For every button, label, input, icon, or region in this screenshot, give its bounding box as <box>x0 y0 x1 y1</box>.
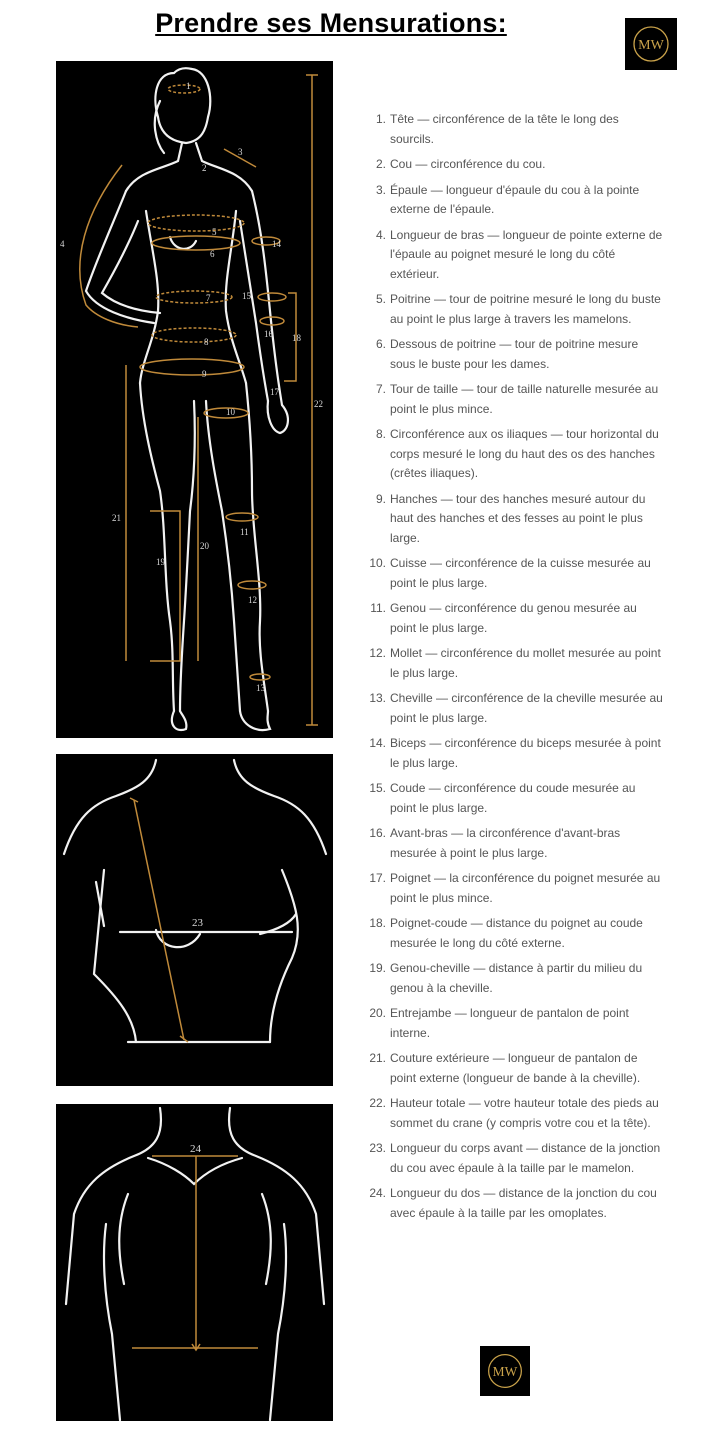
svg-text:13: 13 <box>256 683 265 693</box>
measurement-number: 23. <box>369 1141 386 1155</box>
measurement-number: 19. <box>369 961 386 975</box>
measurement-text: Cheville — circonférence de la cheville mesurée au point le plus large. <box>390 691 663 725</box>
measurement-text: Longueur du corps avant — distance de la jonction du cou avec épaule à la taille par le mamelon. <box>390 1141 661 1175</box>
back-torso-diagram <box>56 1104 333 1421</box>
measurement-text: Poignet-coude — distance du poignet au coude mesurée le long du côté externe. <box>390 916 643 950</box>
measurement-item <box>364 1004 664 1043</box>
front-torso-diagram <box>56 754 333 1086</box>
brand-logo-bottom <box>480 1346 530 1396</box>
diagram-number-23: 23 <box>192 917 203 929</box>
measurement-item <box>364 1184 664 1223</box>
measurement-item <box>364 226 664 285</box>
measurement-item <box>364 554 664 593</box>
svg-text:11: 11 <box>240 527 249 537</box>
page-title: Prendre ses Mensurations: <box>155 8 507 38</box>
measurement-item <box>364 824 664 863</box>
measurement-list <box>364 110 664 1229</box>
measurement-number: 12. <box>369 646 386 660</box>
svg-text:19: 19 <box>156 557 165 567</box>
measurement-number: 3. <box>375 182 386 197</box>
measurement-item <box>364 734 664 773</box>
measurement-text: Poitrine — tour de poitrine mesuré le long du buste au point le plus large à travers les mamelons. <box>390 292 661 326</box>
measurement-item <box>364 155 664 175</box>
measurement-text: Genou-cheville — distance à partir du milieu du genou à la cheville. <box>390 961 643 995</box>
measurement-text: Genou — circonférence du genou mesurée au point le plus large. <box>390 601 637 635</box>
measurement-text: Coude — circonférence du coude mesurée au point le plus large. <box>390 781 636 815</box>
measurement-item <box>364 1049 664 1088</box>
svg-text:2: 2 <box>202 163 207 173</box>
measurement-text: Longueur du dos — distance de la jonction du cou avec épaule à la taille par les omoplates. <box>390 1186 657 1220</box>
measurement-number: 7. <box>375 382 386 396</box>
svg-text:4: 4 <box>60 239 65 249</box>
measurement-item <box>364 779 664 818</box>
diagram-number-24: 24 <box>190 1143 201 1155</box>
measurement-text: Couture extérieure — longueur de pantalon de point externe (longueur de bande à la cheville). <box>390 1051 641 1085</box>
measurement-item <box>364 290 664 329</box>
measurement-item <box>364 335 664 374</box>
svg-text:18: 18 <box>292 333 301 343</box>
measurement-item <box>364 644 664 683</box>
measurement-item <box>364 914 664 953</box>
svg-text:8: 8 <box>204 337 209 347</box>
measurement-number: 11. <box>370 601 386 615</box>
full-body-diagram <box>56 61 333 738</box>
measurement-number: 20. <box>369 1006 386 1020</box>
measurement-item <box>364 110 664 149</box>
measurement-number: 15. <box>369 781 386 795</box>
measurement-number: 1. <box>375 112 386 126</box>
measurement-text: Cuisse — circonférence de la cuisse mesurée au point le plus large. <box>390 556 651 590</box>
measurement-number: 16. <box>369 826 386 840</box>
measurement-text: Longueur de bras — longueur de pointe externe de l'épaule au poignet mesuré le long du côté extérieur. <box>390 227 663 281</box>
measurement-item <box>364 869 664 908</box>
measurement-number: 5. <box>375 292 386 306</box>
measurement-number: 17. <box>369 871 386 885</box>
measurement-number: 9. <box>375 491 386 506</box>
measurement-number: 13. <box>369 691 386 705</box>
measurement-number: 6. <box>375 337 386 351</box>
diagram-numbers <box>60 81 323 693</box>
measurement-number: 10. <box>369 556 386 570</box>
svg-text:MW: MW <box>492 1363 518 1379</box>
svg-text:16: 16 <box>264 329 273 339</box>
svg-text:3: 3 <box>238 147 243 157</box>
svg-text:7: 7 <box>206 293 211 303</box>
svg-text:17: 17 <box>270 387 279 397</box>
measurement-text: Tour de taille — tour de taille naturelle mesurée au point le plus mince. <box>390 382 659 416</box>
measurement-text: Hanches — tour des hanches mesuré autour du haut des hanches et des fesses au point le plus large. <box>390 491 646 545</box>
svg-text:12: 12 <box>248 595 257 605</box>
measurement-number: 14. <box>369 736 386 750</box>
svg-text:5: 5 <box>212 227 217 237</box>
svg-text:20: 20 <box>200 541 209 551</box>
measurement-text: Dessous de poitrine — tour de poitrine mesure sous le buste pour les dames. <box>390 337 639 371</box>
measurement-text: Circonférence aux os iliaques — tour horizontal du corps mesuré le long du haut des os des hanches (crêtes iliaques). <box>390 427 659 480</box>
measurement-item <box>364 1139 664 1178</box>
measurement-number: 8. <box>375 427 386 441</box>
measurement-item <box>364 425 664 484</box>
measurement-item <box>364 490 664 549</box>
svg-text:14: 14 <box>272 239 281 249</box>
svg-text:15: 15 <box>242 291 251 301</box>
svg-text:1: 1 <box>186 81 191 91</box>
measurement-text: Hauteur totale — votre hauteur totale des pieds au sommet du crane (y compris votre cou et la tête). <box>390 1096 659 1130</box>
measurement-text: Cou — circonférence du cou. <box>390 157 546 171</box>
measurement-item <box>364 1094 664 1133</box>
measurement-text: Tête — circonférence de la tête le long des sourcils. <box>390 112 619 146</box>
measurement-number: 2. <box>375 157 386 171</box>
measurement-item <box>364 959 664 998</box>
measurement-text: Entrejambe — longueur de pantalon de point interne. <box>390 1006 629 1040</box>
svg-text:MW: MW <box>638 38 664 53</box>
measurement-number: 24. <box>369 1186 386 1200</box>
measurement-number: 21. <box>369 1051 386 1065</box>
measurement-number: 22. <box>369 1096 386 1110</box>
measurement-item <box>364 689 664 728</box>
measurement-item <box>364 599 664 638</box>
measurement-number: 18. <box>369 916 386 930</box>
measurement-item <box>364 181 664 220</box>
svg-text:21: 21 <box>112 513 121 523</box>
svg-text:22: 22 <box>314 399 323 409</box>
measurement-text: Épaule — longueur d'épaule du cou à la pointe externe de l'épaule. <box>390 182 640 216</box>
svg-text:10: 10 <box>226 407 235 417</box>
measurement-item <box>364 380 664 419</box>
body-illustration <box>56 61 333 738</box>
svg-text:9: 9 <box>202 369 207 379</box>
measurement-text: Poignet — la circonférence du poignet mesurée au point le plus mince. <box>390 871 661 905</box>
measurement-text: Biceps — circonférence du biceps mesurée à point le plus large. <box>390 736 661 770</box>
measurement-text: Avant-bras — la circonférence d'avant-bras mesurée à point le plus large. <box>390 826 621 860</box>
measurement-text: Mollet — circonférence du mollet mesurée au point le plus large. <box>390 646 661 680</box>
measurement-number: 4. <box>375 227 386 242</box>
svg-text:6: 6 <box>210 249 215 259</box>
brand-logo-top <box>625 18 677 70</box>
